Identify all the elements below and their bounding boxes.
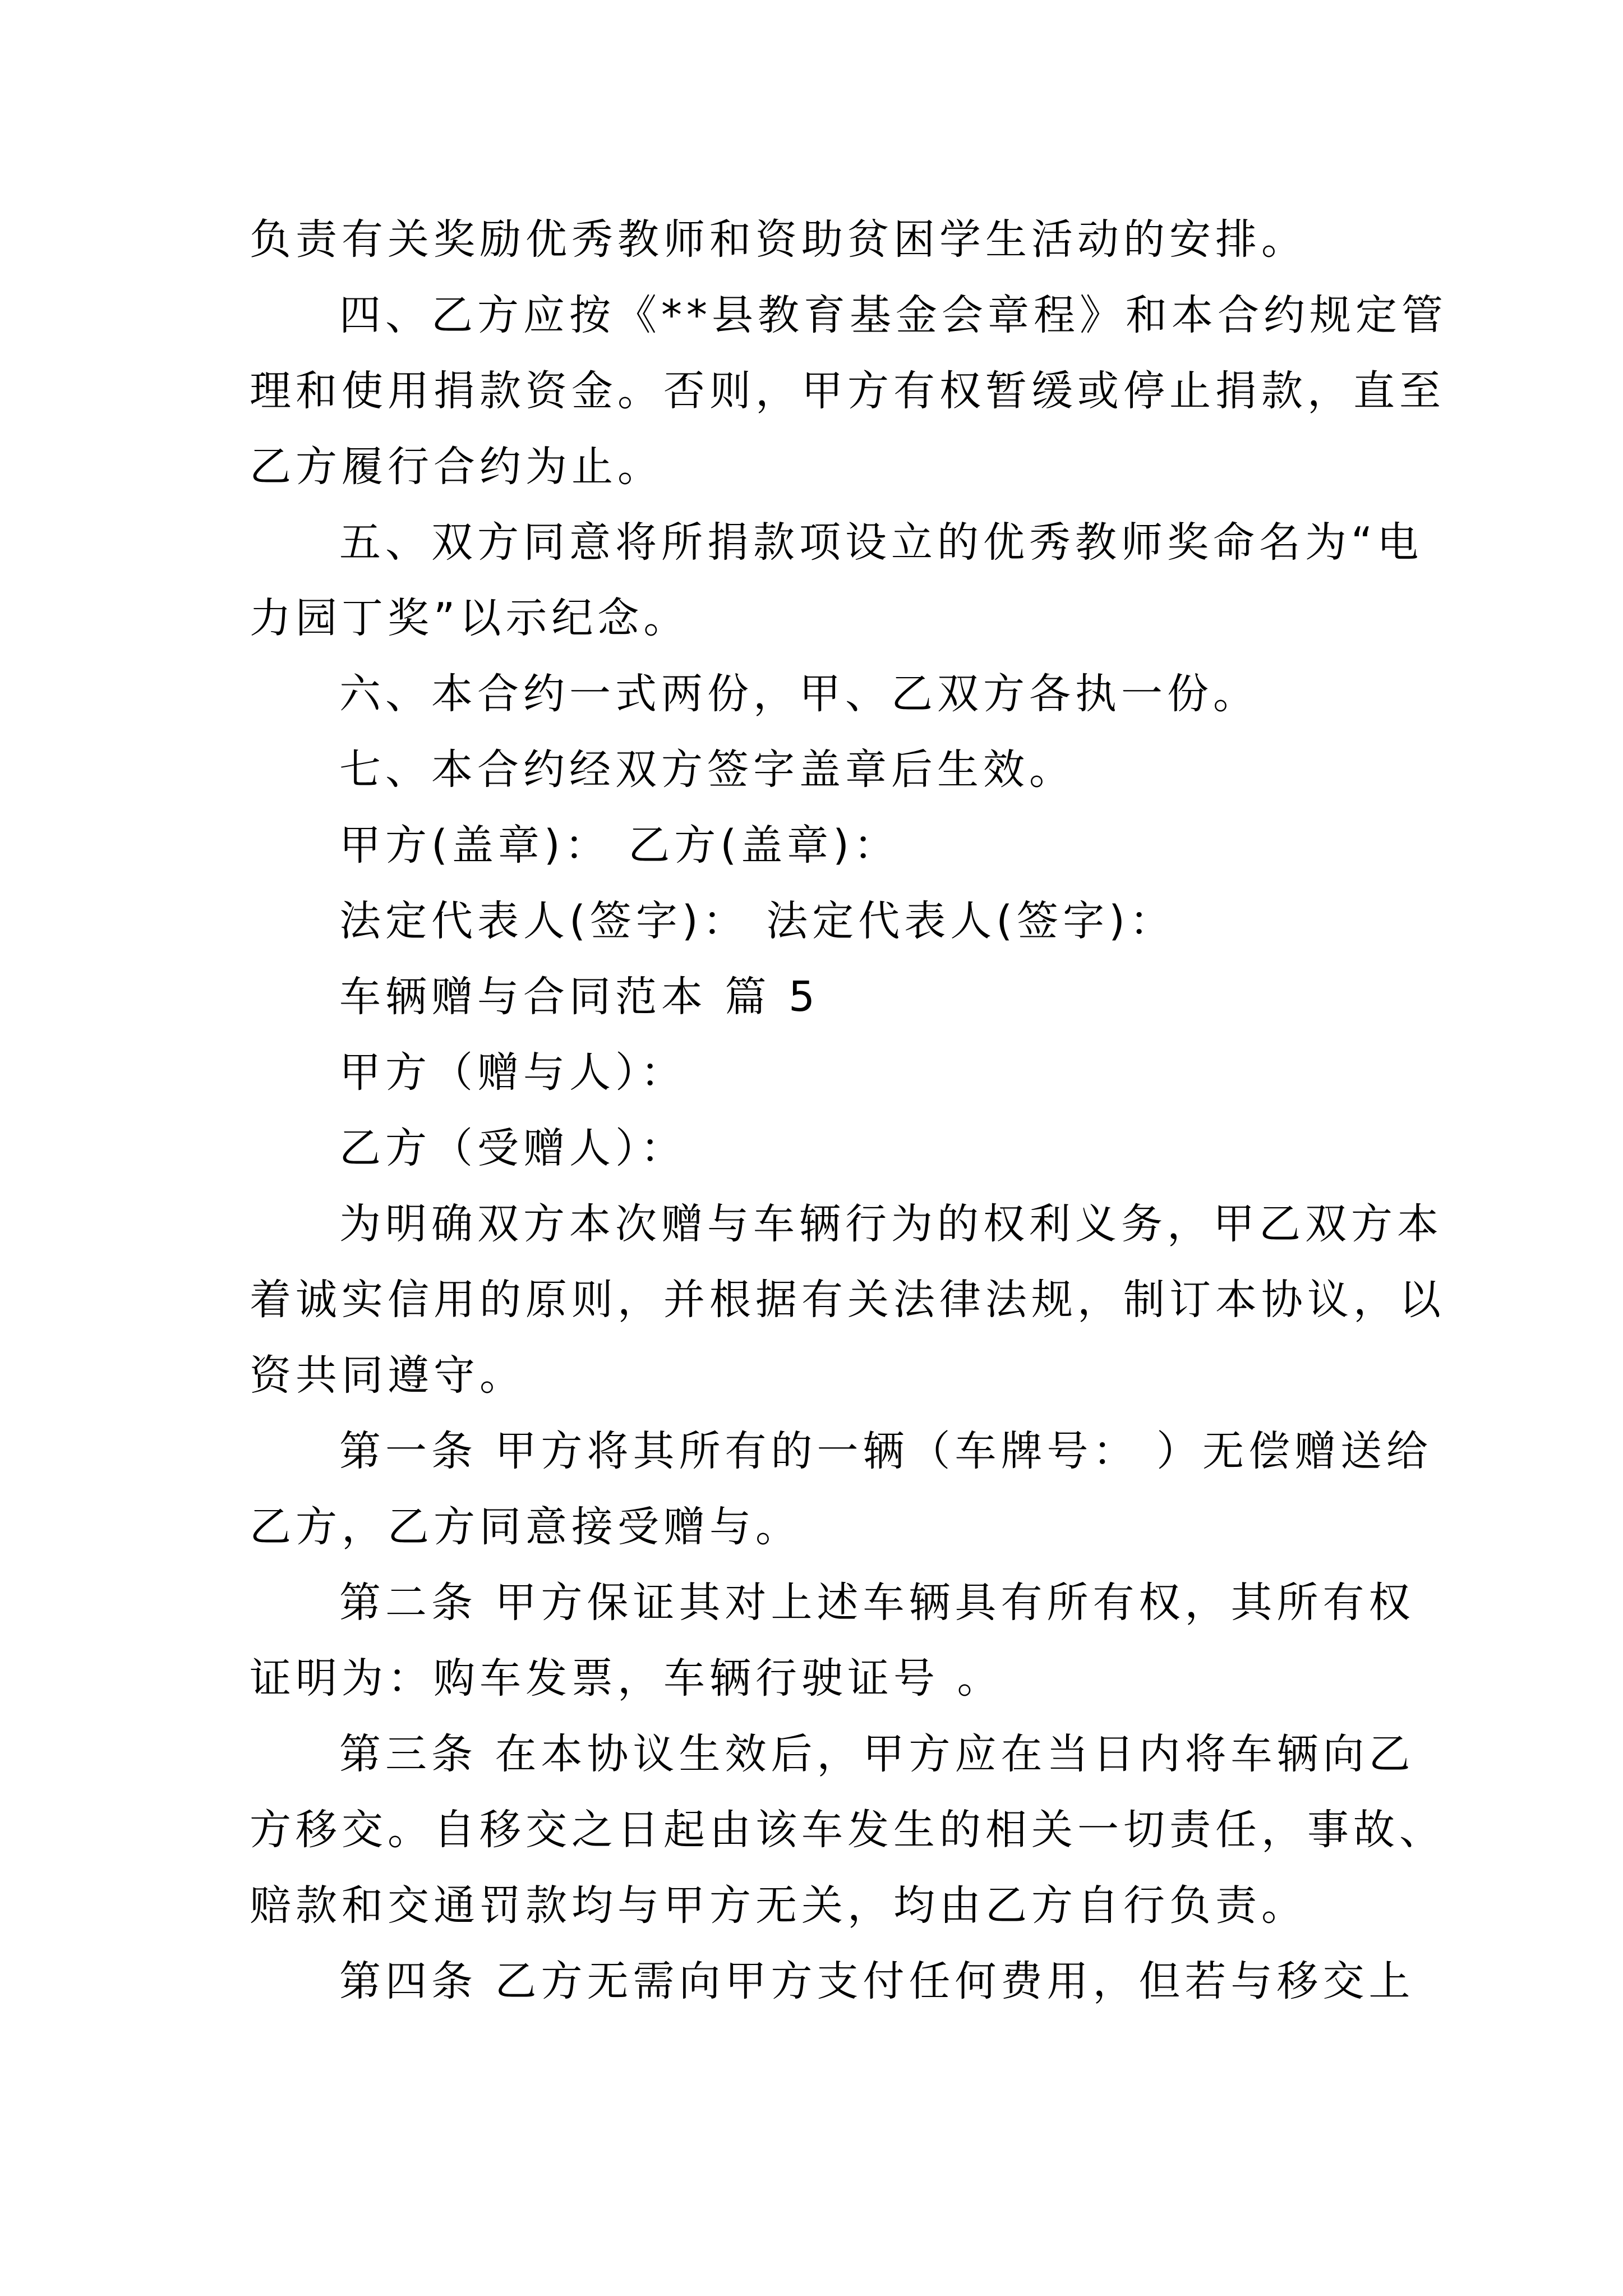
text-line: 理和使用捐款资金。否则，甲方有权暂缓或停止捐款，直至 bbox=[250, 367, 1445, 415]
signature-line-seal: 甲方(盖章)： 乙方(盖章)： bbox=[339, 821, 900, 869]
section-heading: 车辆赠与合同范本 篇 5 bbox=[339, 973, 820, 1021]
article-1: 第一条 甲方将其所有的一辆（车牌号： ）无偿赠送给 bbox=[339, 1427, 1433, 1475]
text-line: 力园丁奖”以示纪念。 bbox=[250, 594, 690, 642]
text-line: 负责有关奖励优秀教师和资助贫困学生活动的安排。 bbox=[250, 215, 1307, 264]
text-line: 方移交。自移交之日起由该车发生的相关一切责任，事故、 bbox=[250, 1806, 1445, 1854]
text-line: 着诚实信用的原则，并根据有关法律法规，制订本协议，以 bbox=[250, 1276, 1445, 1324]
text-line: 资共同遵守。 bbox=[250, 1351, 525, 1400]
document-body bbox=[250, 202, 1447, 2019]
text-line: 四、乙方应按《**县教育基金会章程》和本合约规定管 bbox=[339, 291, 1447, 339]
signature-line-representative: 法定代表人(签字)： 法定代表人(签字)： bbox=[339, 897, 1176, 945]
text-line: 七、本合约经双方签字盖章后生效。 bbox=[339, 746, 1075, 794]
text-line: 五、双方同意将所捐款项设立的优秀教师奖命名为“电 bbox=[339, 518, 1423, 567]
party-a-line: 甲方（赠与人）： bbox=[339, 1048, 686, 1097]
text-line: 为明确双方本次赠与车辆行为的权利义务，甲乙双方本 bbox=[339, 1200, 1443, 1248]
text-line: 乙方，乙方同意接受赠与。 bbox=[250, 1503, 801, 1551]
text-line: 证明为：购车发票，车辆行驶证号 。 bbox=[250, 1654, 1003, 1703]
text-line: 乙方履行合约为止。 bbox=[250, 443, 663, 491]
article-3: 第三条 在本协议生效后，甲方应在当日内将车辆向乙 bbox=[339, 1730, 1415, 1778]
article-4: 第四条 乙方无需向甲方支付任何费用，但若与移交上 bbox=[339, 1957, 1415, 2005]
text-line: 六、本合约一式两份，甲、乙双方各执一份。 bbox=[339, 670, 1259, 718]
text-line: 赔款和交通罚款均与甲方无关，均由乙方自行负责。 bbox=[250, 1881, 1307, 1930]
article-2: 第二条 甲方保证其对上述车辆具有所有权，其所有权 bbox=[339, 1579, 1415, 1627]
party-b-line: 乙方（受赠人）： bbox=[339, 1124, 686, 1172]
